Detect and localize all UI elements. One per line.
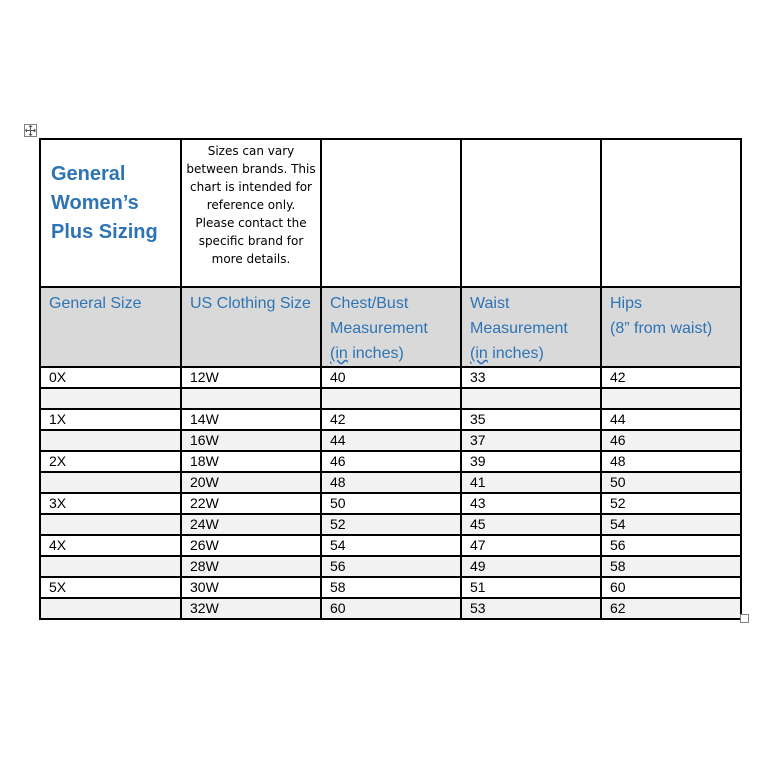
cell-general [40,430,181,451]
header-hips [601,287,741,367]
cell-general [40,556,181,577]
cell-general [40,388,181,409]
cell-waist: 51 [461,577,601,598]
cell-chest: 42 [321,409,461,430]
cell-waist [461,388,601,409]
header-in-suffix: inches) [347,345,404,362]
cell-hips: 44 [601,409,741,430]
header-in-suffix: inches) [487,345,544,362]
header-waist [461,287,601,367]
table-row [40,451,741,472]
chart-title: General Women’s Plus Sizing [40,139,181,287]
header-us-clothing-size: US Clothing Size [181,287,321,367]
cell-chest: 46 [321,451,461,472]
cell-hips: 62 [601,598,741,619]
cell-us: 18W [181,451,321,472]
cell-us: 22W [181,493,321,514]
cell-us: 12W [181,367,321,388]
cell-chest: 50 [321,493,461,514]
cell-us: 26W [181,535,321,556]
cell-hips: 42 [601,367,741,388]
cell-us: 30W [181,577,321,598]
cell-waist: 47 [461,535,601,556]
table-row [40,493,741,514]
cell-general [40,514,181,535]
table-row [40,367,741,388]
cell-hips: 48 [601,451,741,472]
table-row [40,409,741,430]
cell-general: 1X [40,409,181,430]
table-row [40,577,741,598]
cell-chest [321,388,461,409]
cell-chest: 56 [321,556,461,577]
cell-general [40,598,181,619]
cell-chest: 40 [321,367,461,388]
size-chart-table [39,138,742,620]
cell-waist: 53 [461,598,601,619]
title-row [40,139,741,287]
cell-waist: 41 [461,472,601,493]
table-row [40,598,741,619]
cell-hips [601,388,741,409]
empty-cell [601,139,741,287]
cell-general: 4X [40,535,181,556]
disclaimer-note: Sizes can vary between brands. This chart is intended for reference only. Please contact the specific brand for more details. [181,139,321,287]
empty-cell [461,139,601,287]
cell-us: 14W [181,409,321,430]
header-in-prefix: (in [330,345,348,362]
cell-waist: 43 [461,493,601,514]
cell-chest: 52 [321,514,461,535]
cell-waist: 37 [461,430,601,451]
cell-chest: 48 [321,472,461,493]
header-general-size: General Size [40,287,181,367]
cell-chest: 58 [321,577,461,598]
cell-us: 24W [181,514,321,535]
cell-general: 0X [40,367,181,388]
table-body [40,367,741,619]
header-hips-note: (8” from waist) [610,320,713,337]
cell-waist: 33 [461,367,601,388]
table-resize-handle-icon[interactable] [740,614,749,623]
header-in-prefix: (in [470,345,488,362]
cell-waist: 39 [461,451,601,472]
cell-hips: 54 [601,514,741,535]
cell-hips: 46 [601,430,741,451]
header-chest-bust-label: Chest/Bust Measurement [330,295,428,337]
cell-waist: 35 [461,409,601,430]
cell-chest: 44 [321,430,461,451]
table-row [40,535,741,556]
cell-us: 16W [181,430,321,451]
cell-us: 32W [181,598,321,619]
cell-hips: 58 [601,556,741,577]
cell-general: 5X [40,577,181,598]
cell-general: 3X [40,493,181,514]
cell-us: 20W [181,472,321,493]
cell-general [40,472,181,493]
cell-us: 28W [181,556,321,577]
header-chest-bust [321,287,461,367]
cell-general: 2X [40,451,181,472]
cell-hips: 56 [601,535,741,556]
cell-chest: 60 [321,598,461,619]
table-row [40,472,741,493]
cell-hips: 60 [601,577,741,598]
table-move-handle-icon[interactable] [24,124,37,137]
table-row [40,388,741,409]
cell-us [181,388,321,409]
cell-waist: 45 [461,514,601,535]
table-row [40,514,741,535]
cell-waist: 49 [461,556,601,577]
column-header-row [40,287,741,367]
table-row [40,556,741,577]
table-row [40,430,741,451]
header-waist-label: Waist Measurement [470,295,568,337]
cell-chest: 54 [321,535,461,556]
cell-hips: 50 [601,472,741,493]
header-hips-label: Hips [610,295,643,312]
cell-hips: 52 [601,493,741,514]
empty-cell [321,139,461,287]
